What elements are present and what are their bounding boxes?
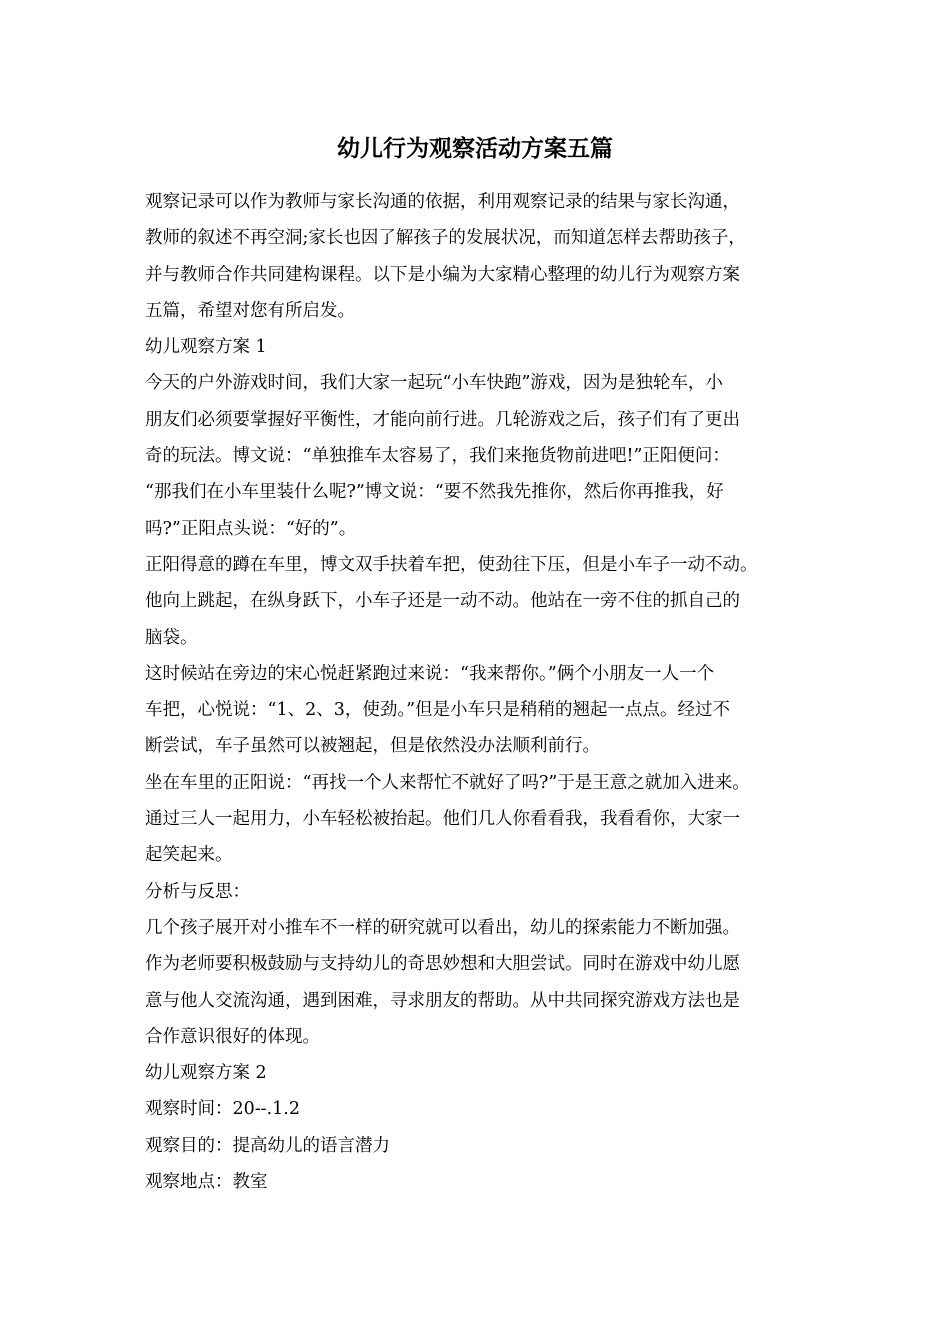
paragraph-line: 吗?”正阳点头说：“好的”。 <box>145 518 357 539</box>
section-heading-analysis: 分析与反思： <box>145 881 250 902</box>
paragraph-line: 今天的户外游戏时间，我们大家一起玩“小车快跑”游戏，因为是独轮车，小 <box>145 373 723 394</box>
paragraph-line: 并与教师合作共同建构课程。以下是小编为大家精心整理的幼儿行为观察方案 <box>145 264 740 285</box>
section-heading-plan-2: 幼儿观察方案 2 <box>145 1063 267 1084</box>
document-title: 幼儿行为观察活动方案五篇 <box>337 135 613 162</box>
observation-purpose: 观察目的：提高幼儿的语言潜力 <box>145 1135 390 1156</box>
paragraph-line: 几个孩子展开对小推车不一样的研究就可以看出，幼儿的探索能力不断加强。 <box>145 917 740 938</box>
paragraph-line: 正阳得意的蹲在车里，博文双手扶着车把，使劲往下压，但是小车子一动不动。 <box>145 554 758 575</box>
paragraph-line: 通过三人一起用力，小车轻松被抬起。他们几人你看看我，我看看你，大家一 <box>145 809 740 830</box>
observation-location: 观察地点：教室 <box>145 1172 268 1193</box>
section-heading-plan-1: 幼儿观察方案 1 <box>145 337 267 358</box>
paragraph-line: 坐在车里的正阳说：“再找一个人来帮忙不就好了吗?”于是王意之就加入进来。 <box>145 772 750 793</box>
paragraph-line: 朋友们必须要掌握好平衡性，才能向前行进。几轮游戏之后，孩子们有了更出 <box>145 409 740 430</box>
paragraph-line: 意与他人交流沟通，遇到困难，寻求朋友的帮助。从中共同探究游戏方法也是 <box>145 990 740 1011</box>
paragraph-line: 合作意识很好的体现。 <box>145 1026 320 1047</box>
paragraph-line: 脑袋。 <box>145 627 198 648</box>
observation-time: 观察时间：20--.1.2 <box>145 1099 300 1120</box>
paragraph-line: 他向上跳起，在纵身跃下，小车子还是一动不动。他站在一旁不住的抓自己的 <box>145 591 740 612</box>
paragraph-line: 这时候站在旁边的宋心悦赶紧跑过来说：“我来帮你。”俩个小朋友一人一个 <box>145 663 715 684</box>
paragraph-line: 奇的玩法。博文说：“单独推车太容易了，我们来拖货物前进吧!”正阳便问： <box>145 446 730 467</box>
paragraph-line: 起笑起来。 <box>145 845 233 866</box>
paragraph-line: 断尝试，车子虽然可以被翘起，但是依然没办法顺利前行。 <box>145 736 600 757</box>
paragraph-line: 教师的叙述不再空洞;家长也因了解孩子的发展状况，而知道怎样去帮助孩子， <box>145 228 746 249</box>
paragraph-line: 车把，心悦说：“1、2、3，使劲。”但是小车只是稍稍的翘起一点点。经过不 <box>145 700 731 721</box>
paragraph-line: 观察记录可以作为教师与家长沟通的依据，利用观察记录的结果与家长沟通， <box>145 192 740 212</box>
paragraph-line: 五篇，希望对您有所启发。 <box>145 300 355 321</box>
document-body <box>145 184 835 1200</box>
paragraph-line: 作为老师要积极鼓励与支持幼儿的奇思妙想和大胆尝试。同时在游戏中幼儿愿 <box>145 954 740 975</box>
paragraph-line: “那我们在小车里装什么呢?”博文说：“要不然我先推你，然后你再推我，好 <box>145 482 724 503</box>
